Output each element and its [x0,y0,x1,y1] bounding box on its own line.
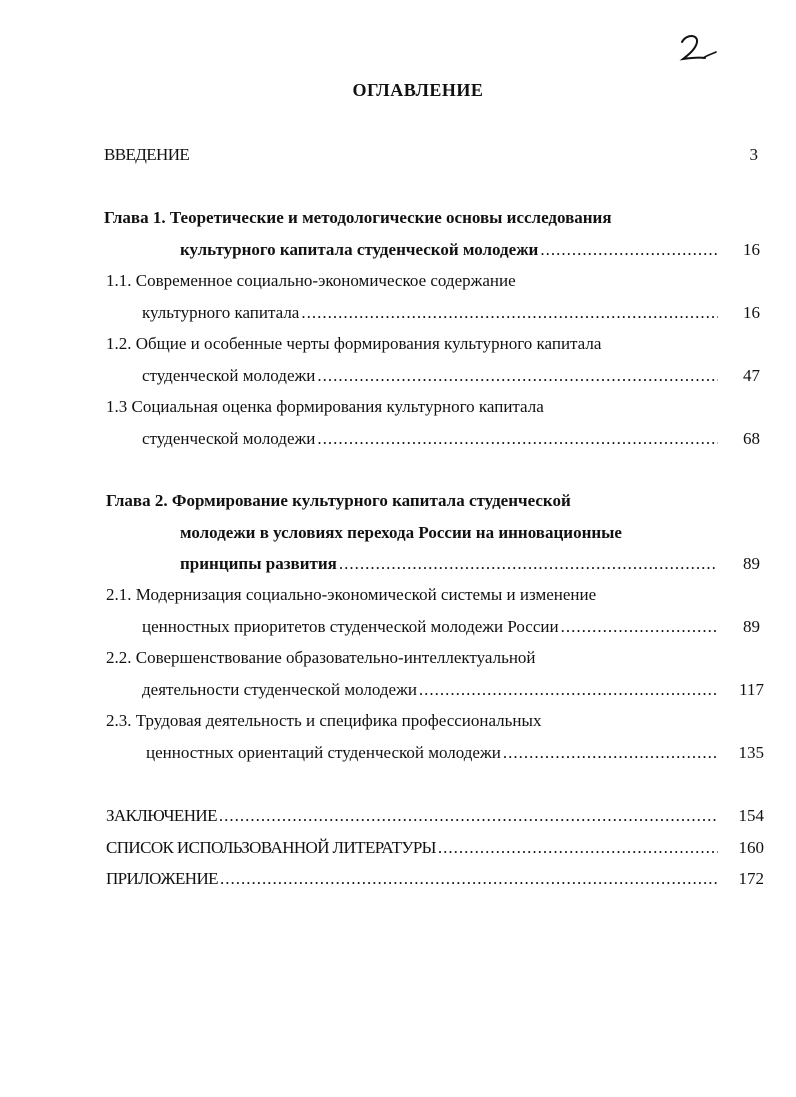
leader-dots [317,429,718,449]
leader-dots [220,869,718,889]
toc-entry-label: ВВЕДЕНИЕ [104,145,190,164]
section-2-1-cont[interactable]: ценностных приоритетов студенческой молодежи России ..... [142,617,720,637]
toc-page-number: 89 [743,554,760,573]
toc-page-number: 117 [739,680,764,699]
chapter-1-heading[interactable]: Глава 1. Теоретические и методологические основы исследования [104,208,612,227]
section-2-2-cont[interactable]: деятельности студенческой молодежи ..... [142,680,720,700]
toc-entry-bibliography[interactable]: СПИСОК ИСПОЛЬЗОВАННОЙ ЛИТЕРАТУРЫ ..... [106,838,720,858]
chapter-1-heading-cont[interactable]: культурного капитала студенческой молодежи ..... [180,240,720,260]
section-1-3-cont[interactable]: студенческой молодежи ..... [142,429,720,449]
leader-dots [561,617,718,637]
chapter-2-heading-cont2[interactable]: принципы развития ..... [180,554,720,574]
section-1-2-cont[interactable]: студенческой молодежи ..... [142,366,720,386]
toc-page-number: 154 [738,806,764,825]
toc-page-number: 16 [743,240,760,259]
section-2-3[interactable]: 2.3. Трудовая деятельность и специфика профессиональных [106,711,542,730]
handwritten-page-number [670,28,730,68]
toc-page-number: 172 [738,869,764,888]
toc-page-number: 47 [743,366,760,385]
chapter-2-heading[interactable]: Глава 2. Формирование культурного капитала студенческой [106,491,571,510]
toc-entry-appendix[interactable]: ПРИЛОЖЕНИЕ ..... [106,869,720,889]
section-1-1-cont[interactable]: культурного капитала ..... [142,303,720,323]
toc-page-number: 3 [749,145,758,164]
chapter-2-heading-cont[interactable]: молодежи в условиях перехода России на инновационные [180,523,622,542]
section-1-2[interactable]: 1.2. Общие и особенные черты формирования культурного капитала [106,334,602,353]
leader-dots [219,806,718,826]
section-1-1[interactable]: 1.1. Современное социально-экономическое содержание [106,271,516,290]
toc-page-number: 89 [743,617,760,636]
leader-dots [317,366,718,386]
toc-page-number: 135 [738,743,764,762]
leader-dots [503,743,718,763]
toc-page-number: 160 [738,838,764,857]
toc-page-number: 16 [743,303,760,322]
section-2-2[interactable]: 2.2. Совершенствование образовательно-интеллектуальной [106,648,536,667]
toc-entry-intro[interactable] [104,145,404,165]
leader-dots [438,838,718,858]
leader-dots [301,303,718,323]
leader-dots [339,554,718,574]
leader-dots [540,240,718,260]
toc-entry-conclusion[interactable]: ЗАКЛЮЧЕНИЕ ..... [106,806,720,826]
section-2-1[interactable]: 2.1. Модернизация социально-экономической системы и изменение [106,585,597,604]
leader-dots [419,680,718,700]
section-1-3[interactable]: 1.3 Социальная оценка формирования культурного капитала [106,397,544,416]
section-2-3-cont[interactable]: ценностных ориентаций студенческой молодежи ..... [146,743,720,763]
toc-page-number: 68 [743,429,760,448]
toc-title: ОГЛАВЛЕНИЕ [352,80,484,100]
